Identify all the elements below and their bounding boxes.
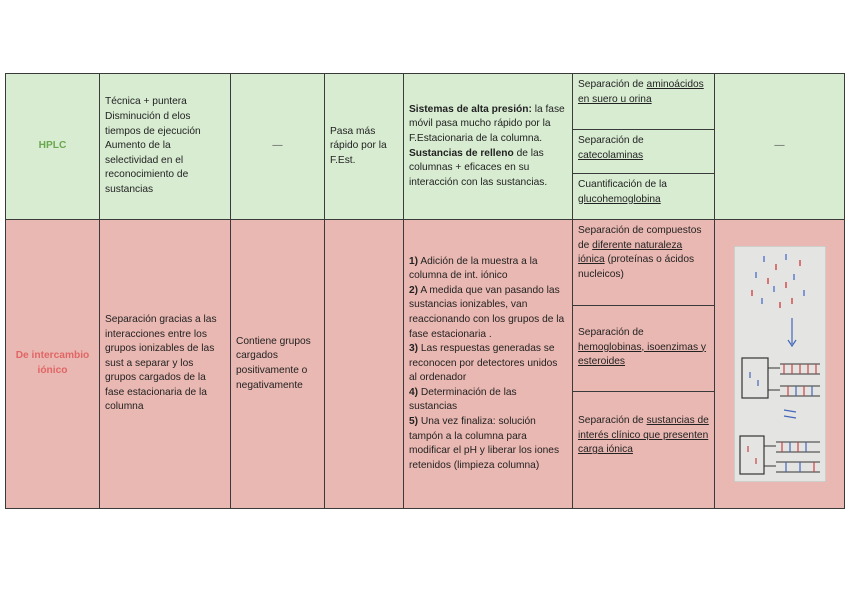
step-text: A medida que van pasando las sustancias ionizables, van reaccionando con los grupos de la fase estacionaria . bbox=[409, 284, 565, 340]
hplc-applications bbox=[573, 74, 715, 220]
step-number: 5) bbox=[409, 416, 419, 428]
app-text: Separación de bbox=[578, 79, 647, 90]
ion-steps bbox=[404, 220, 573, 509]
app-underlined: glucohemoglobina bbox=[578, 193, 661, 205]
hplc-desc-line: Técnica + puntera bbox=[105, 96, 187, 108]
ion-step bbox=[409, 255, 567, 284]
step-text: Determinación de las sustancias bbox=[409, 386, 517, 413]
hplc-mechanism bbox=[404, 74, 573, 220]
hplc-mech-para bbox=[409, 103, 567, 147]
app-text: Separación de bbox=[578, 135, 644, 146]
ion-app-item bbox=[573, 306, 714, 392]
app-underlined: aminoácidos en suero u orina bbox=[578, 79, 704, 105]
techniques-table bbox=[5, 73, 845, 509]
app-text: Separación de compuestos de bbox=[578, 225, 702, 251]
step-text: Las respuestas generadas se reconocen por detectores unidos al ordenador bbox=[409, 343, 558, 384]
hplc-desc-line: Aumento de la selectividad en el reconocimiento de sustancias bbox=[105, 140, 189, 195]
hplc-desc-line: Disminución d elos tiempos de ejecución bbox=[105, 111, 201, 137]
ion-name: De intercambio iónico bbox=[6, 220, 100, 509]
hplc-mech-text: la fase móvil pasa mucho rápido por la F.Estacionaria de la columna. bbox=[409, 103, 565, 144]
app-text: Cuantificación de la bbox=[578, 179, 667, 190]
hplc-app-item bbox=[573, 174, 714, 218]
hplc-name: HPLC bbox=[6, 74, 100, 220]
hplc-row bbox=[6, 74, 845, 220]
hplc-mech-para bbox=[409, 147, 567, 191]
hplc-app-item bbox=[573, 130, 714, 174]
ion-app-item bbox=[573, 392, 714, 508]
ion-step bbox=[409, 386, 567, 415]
step-text: Una vez finaliza: solución tampón a la columna para modificar el pH y liberar los iones retenidos (limpieza columna) bbox=[409, 416, 560, 471]
ion-app-item bbox=[573, 220, 714, 306]
app-underlined: hemoglobinas, isoenzimas y esteroides bbox=[578, 341, 706, 368]
ion-step bbox=[409, 284, 567, 342]
hplc-description bbox=[100, 74, 231, 220]
ion-exchange-sketch-icon bbox=[734, 246, 826, 482]
ion-step bbox=[409, 342, 567, 386]
ion-exchange-row bbox=[6, 220, 845, 509]
ion-col3: Contiene grupos cargados positivamente o negativamente bbox=[231, 220, 325, 509]
ion-step bbox=[409, 415, 567, 473]
step-number: 2) bbox=[409, 284, 419, 296]
hplc-col3: — bbox=[231, 74, 325, 220]
app-underlined: sustancias de interés clínico que presenten carga iónica bbox=[578, 415, 709, 456]
ion-illustration-cell bbox=[715, 220, 845, 509]
step-number: 3) bbox=[409, 343, 419, 355]
ion-col4 bbox=[325, 220, 404, 509]
step-text: Adición de la muestra a la columna de int. iónico bbox=[409, 255, 538, 282]
hplc-col7: — bbox=[715, 74, 845, 220]
hplc-mech-bold: Sustancias de relleno bbox=[409, 147, 514, 159]
app-underlined: catecolaminas bbox=[578, 149, 644, 161]
hplc-mech-bold: Sistemas de alta presión: bbox=[409, 103, 532, 115]
step-number: 4) bbox=[409, 386, 419, 398]
app-text: Separación de bbox=[578, 415, 647, 426]
step-number: 1) bbox=[409, 255, 419, 267]
app-text: Separación de bbox=[578, 327, 644, 338]
hplc-mech-text: de las columnas + eficaces en su interacción con las sustancias. bbox=[409, 147, 548, 188]
hplc-app-item bbox=[573, 74, 714, 130]
ion-applications bbox=[573, 220, 715, 509]
hplc-col4: Pasa más rápido por la F.Est. bbox=[325, 74, 404, 220]
ion-description: Separación gracias a las interacciones entre los grupos ionizables de las sust a separar y los grupos cargados de la fase estacionaria de la columna bbox=[100, 220, 231, 509]
app-underlined: diferente naturaleza iónica bbox=[578, 239, 683, 266]
app-text: (proteínas o ácidos nucleicos) bbox=[578, 254, 695, 280]
